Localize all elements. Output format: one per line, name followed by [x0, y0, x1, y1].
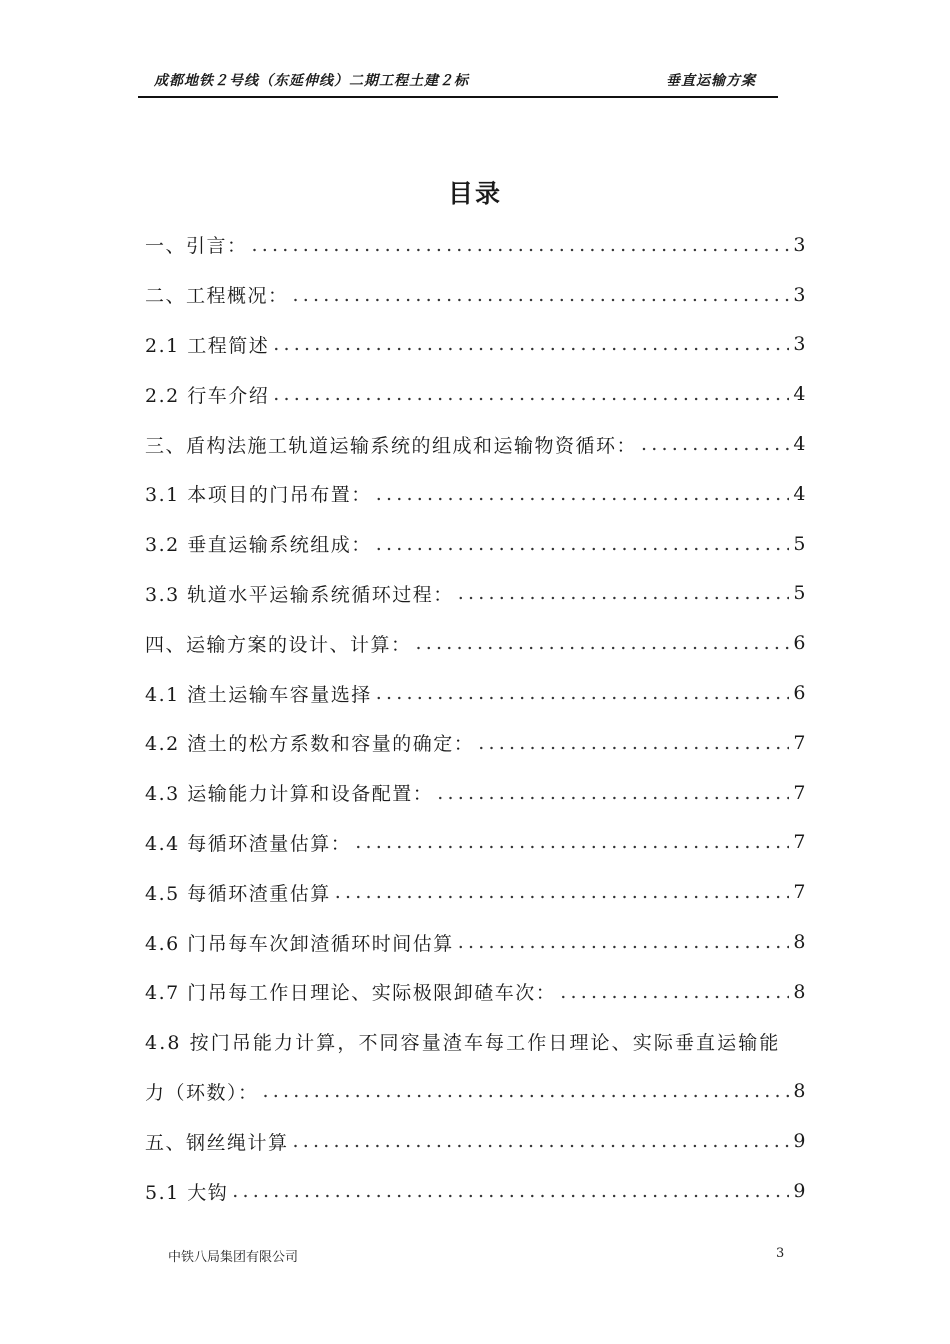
toc-entry[interactable]	[145, 1166, 807, 1216]
toc-leader-dots	[232, 1180, 789, 1202]
toc-entry-label: 4.8 按门吊能力计算，不同容量渣车每工作日理论、实际垂直运输能	[145, 1032, 781, 1055]
toc-entry[interactable]	[145, 270, 807, 320]
toc-leader-dots	[335, 881, 790, 903]
toc-leader-dots	[376, 533, 790, 555]
toc-entry-label: 3.1 本项目的门吊布置：	[145, 484, 372, 507]
toc-leader-dots	[376, 483, 790, 505]
toc-heading: 目录	[447, 179, 502, 208]
toc-leader-dots	[293, 284, 790, 306]
toc-entry-page: 3	[793, 333, 807, 356]
toc-entry-page: 9	[793, 1130, 807, 1153]
toc-entry[interactable]	[145, 469, 807, 519]
toc-entry-page: 7	[793, 781, 807, 804]
toc-entry-page: 6	[793, 632, 807, 655]
toc-entry-page: 7	[793, 881, 807, 904]
toc-leader-dots	[437, 782, 789, 804]
header-document-title: 垂直运输方案	[666, 73, 756, 89]
toc-entry-page: 5	[793, 582, 807, 605]
toc-entry-page: 8	[793, 931, 807, 954]
toc-leader-dots	[252, 234, 790, 256]
toc-entry-page: 8	[793, 1080, 807, 1103]
toc-entry-page: 3	[793, 283, 807, 306]
header-project-title: 成都地铁２号线（东延伸线）二期工程土建２标	[154, 73, 469, 89]
toc-entry[interactable]	[145, 419, 807, 469]
toc-entry-page: 4	[793, 482, 807, 505]
toc-entry-page: 7	[793, 731, 807, 754]
toc-entry-label: 3.2 垂直运输系统组成：	[145, 534, 372, 557]
page-header	[138, 60, 778, 98]
toc-entry[interactable]	[145, 967, 807, 1017]
toc-leader-dots	[263, 1080, 790, 1102]
toc-entry[interactable]	[145, 369, 807, 419]
toc-entry-label: 4.1 渣土运输车容量选择	[145, 683, 372, 706]
toc-entry-label: 4.5 每循环渣重估算	[145, 882, 331, 905]
toc-leader-dots	[478, 732, 789, 754]
toc-entry[interactable]	[145, 917, 807, 967]
toc-entry[interactable]	[145, 320, 807, 370]
toc-entry-label: 2.2 行车介绍	[145, 384, 270, 407]
toc-entry[interactable]	[145, 220, 807, 270]
footer-company: 中铁八局集团有限公司	[168, 1250, 299, 1265]
toc-entry-label: 2.1 工程简述	[145, 334, 270, 357]
toc-entry-page: 4	[793, 383, 807, 406]
toc-entry[interactable]	[145, 818, 807, 868]
toc-leader-dots	[273, 383, 789, 405]
toc-entry[interactable]	[145, 618, 807, 668]
toc-entry[interactable]	[145, 1116, 807, 1166]
toc-entry-label: 4.2 渣土的松方系数和容量的确定：	[145, 733, 475, 756]
toc-entry-label: 4.7 门吊每工作日理论、实际极限卸碴车次：	[145, 982, 557, 1005]
toc-entry[interactable]	[145, 668, 807, 718]
toc-entry-label: 4.3 运输能力计算和设备配置：	[145, 783, 434, 806]
toc-entry-label: 三、盾构法施工轨道运输系统的组成和运输物资循环：	[145, 434, 638, 457]
toc-entry-page: 7	[793, 831, 807, 854]
toc-leader-dots	[376, 682, 790, 704]
toc-entry-label: 4.4 每循环渣量估算：	[145, 832, 352, 855]
toc-entry-page: 9	[793, 1180, 807, 1203]
toc-entry-page: 8	[793, 980, 807, 1003]
toc-entry-label: 5.1 大钩	[145, 1181, 229, 1204]
toc-leader-dots	[293, 1130, 790, 1152]
toc-leader-dots	[458, 582, 790, 604]
toc-entry-label: 四、运输方案的设计、计算：	[145, 633, 412, 656]
table-of-contents	[145, 220, 807, 1216]
toc-entry-label: 3.3 轨道水平运输系统循环过程：	[145, 583, 454, 606]
toc-entry-page: 6	[793, 682, 807, 705]
toc-leader-dots	[416, 632, 790, 654]
toc-entry[interactable]	[145, 867, 807, 917]
toc-entry-page: 4	[793, 433, 807, 456]
toc-entry-continued[interactable]	[145, 1067, 807, 1117]
toc-leader-dots	[458, 931, 790, 953]
toc-entry-page: 3	[793, 233, 807, 256]
toc-entry[interactable]	[145, 768, 807, 818]
footer-page-number: 3	[776, 1246, 785, 1261]
toc-entry[interactable]	[145, 1017, 807, 1067]
toc-leader-dots	[355, 831, 789, 853]
toc-leader-dots	[273, 333, 789, 355]
toc-entry-label: 4.6 门吊每车次卸渣循环时间估算	[145, 932, 454, 955]
toc-entry-label: 一、引言：	[145, 235, 248, 258]
toc-entry-page: 5	[793, 532, 807, 555]
toc-entry[interactable]	[145, 519, 807, 569]
toc-entry-label: 二、工程概况：	[145, 285, 289, 308]
toc-entry[interactable]	[145, 569, 807, 619]
toc-entry[interactable]	[145, 718, 807, 768]
toc-leader-dots	[560, 981, 789, 1003]
toc-leader-dots	[641, 433, 789, 455]
toc-entry-label: 五、钢丝绳计算	[145, 1131, 289, 1154]
toc-entry-label: 力（环数）：	[145, 1081, 259, 1104]
